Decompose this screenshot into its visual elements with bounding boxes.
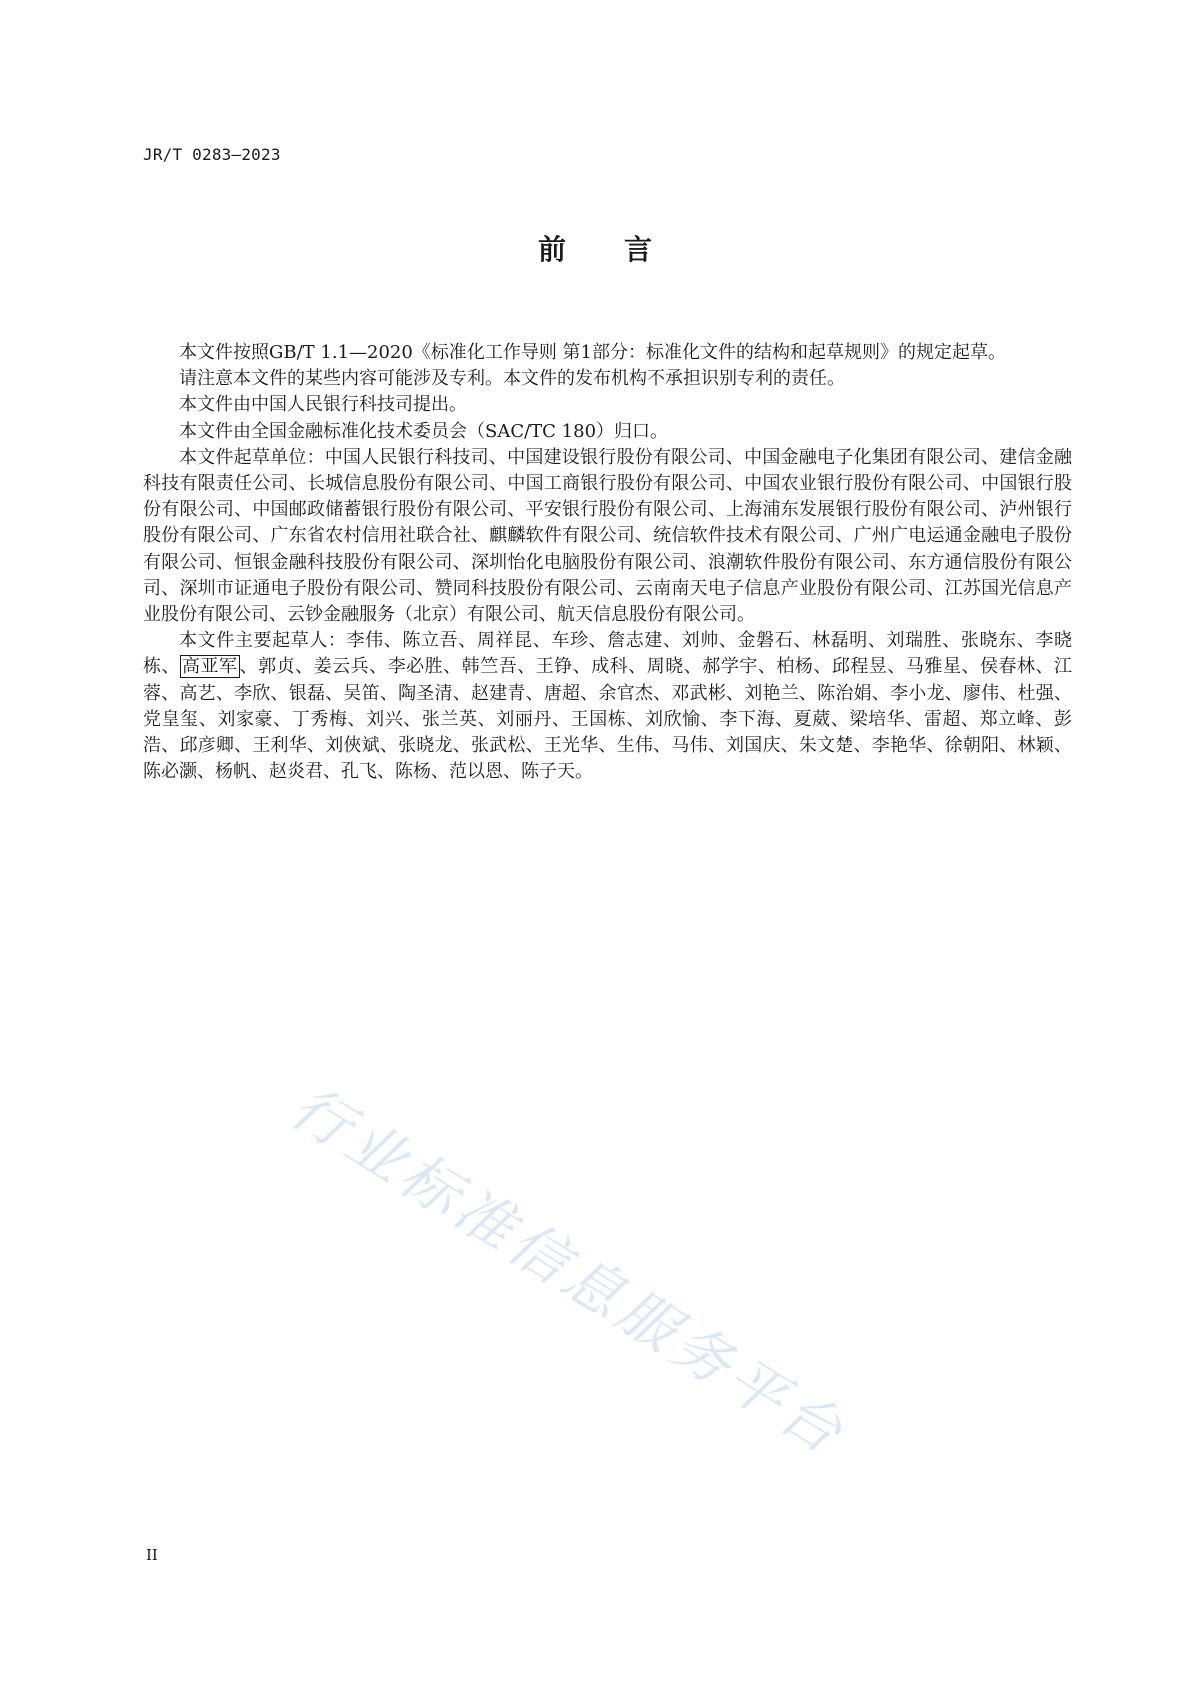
highlighted-drafter-name: 高亚军 (182, 656, 238, 678)
preface-body (143, 340, 1072, 785)
page-number: II (146, 1546, 158, 1564)
drafters-list-rest: 、郭贞、姜云兵、李必胜、韩竺吾、王铮、成科、周晓、郝学宇、柏杨、邱程昱、马雅星、侯春林、江蓉、高艺、李欣、银磊、吴笛、陶圣清、赵建青、唐超、余官杰、邓武彬、刘艳兰、陈治娟、李小龙、廖伟、杜强、党皇玺、刘家豪、丁秀梅、刘兴、张兰英、刘丽丹、王国栋、刘欣愉、李下海、夏葳、梁培华、雷超、郑立峰、彭浩、邱彦卿、王利华、刘俠斌、张晓龙、张武松、王光华、生伟、马伟、刘国庆、朱文楚、李艳华、徐朝阳、林颖、陈必灏、杨帆、赵炎君、孔飞、陈杨、范以恩、陈子天。 (143, 656, 1073, 783)
paragraph-proposer: 本文件由中国人民银行科技司提出。 (179, 394, 467, 416)
paragraph-patent-notice: 请注意本文件的某些内容可能涉及专利。本文件的发布机构不承担识别专利的责任。 (179, 368, 845, 390)
document-code: JR/T 0283—2023 (143, 145, 281, 164)
paragraph-drafting-units: 本文件起草单位：中国人民银行科技司、中国建设银行股份有限公司、中国金融电子化集团有限公司、建信金融科技有限责任公司、长城信息股份有限公司、中国工商银行股份有限公司、中国农业银行股份有限公司、中国银行股份有限公司、中国邮政储蓄银行股份有限公司、平安银行股份有限公司、上海浦东发展银行股份有限公司、泸州银行股份有限公司、广东省农村信用社联合社、麒麟软件有限公司、统信软件技术有限公司、广州广电运通金融电子股份有限公司、恒银金融科技股份有限公司、深圳怡化电脑股份有限公司、浪潮软件股份有限公司、东方通信股份有限公司、深圳市证通电子股份有限公司、赞同科技股份有限公司、云南南天电子信息产业股份有限公司、江苏国光信息产业股份有限公司、云钞金融服务（北京）有限公司、航天信息股份有限公司。 (143, 446, 1072, 626)
watermark: 行业标准信息服务平台 (279, 1072, 859, 1470)
paragraph-committee: 本文件由全国金融标准化技术委员会（SAC/TC 180）归口。 (179, 420, 669, 442)
page-title: 前言 (537, 233, 710, 266)
paragraph-drafting-rules: 本文件按照GB/T 1.1—2020《标准化工作导则 第1部分：标准化文件的结构和起草规则》的规定起草。 (179, 342, 1007, 363)
drafters-list-start: 本文件主要起草人：李伟、陈立吾、周祥昆、车珍、詹志建、刘帅、金磐石、林磊明、刘瑞胜、张晓东、李晓栋、 (143, 630, 1072, 678)
paragraph-drafters (143, 628, 1072, 785)
